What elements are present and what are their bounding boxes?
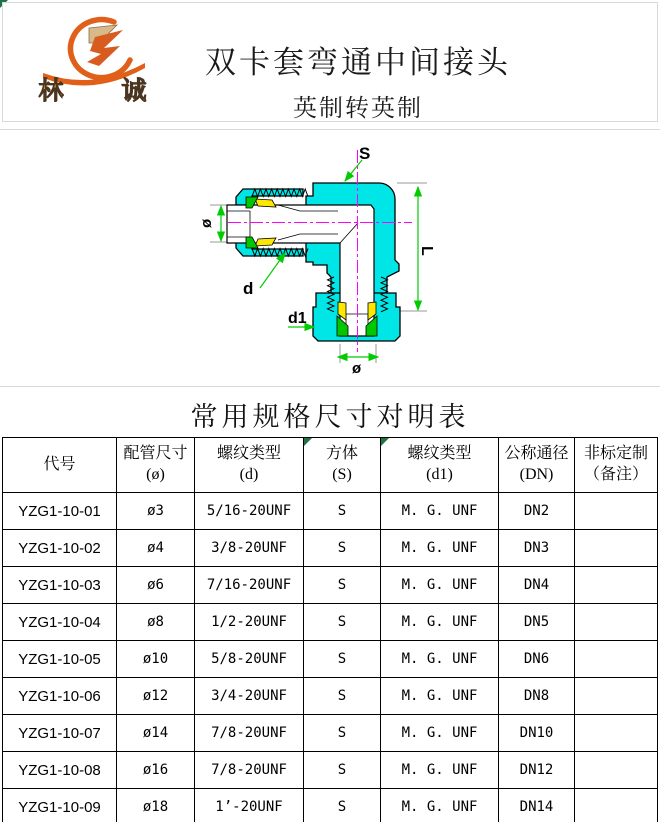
cell-r4-c4: M. G. UNF bbox=[381, 641, 499, 678]
cell-r6-c1: ø14 bbox=[117, 715, 195, 752]
cell-r6-c6 bbox=[575, 715, 658, 752]
cell-r1-c0: YZG1-10-02 bbox=[3, 530, 117, 567]
cell-r4-c2: 5/8-20UNF bbox=[195, 641, 304, 678]
cell-r8-c3: S bbox=[304, 789, 381, 822]
cell-r3-c0: YZG1-10-04 bbox=[3, 604, 117, 641]
label-d1: d1 bbox=[288, 310, 307, 327]
cell-r3-c3: S bbox=[304, 604, 381, 641]
cell-r4-c0: YZG1-10-05 bbox=[3, 641, 117, 678]
cell-r6-c2: 7/8-20UNF bbox=[195, 715, 304, 752]
col-header-5: 公称通径 (DN) bbox=[499, 438, 575, 493]
cell-corner-mark bbox=[304, 438, 312, 446]
section-divider-bottom bbox=[0, 386, 660, 387]
cell-r7-c4: M. G. UNF bbox=[381, 752, 499, 789]
cell-r2-c5: DN4 bbox=[499, 567, 575, 604]
cell-r2-c6 bbox=[575, 567, 658, 604]
cell-r5-c3: S bbox=[304, 678, 381, 715]
cell-r0-c5: DN2 bbox=[499, 493, 575, 530]
cell-r5-c4: M. G. UNF bbox=[381, 678, 499, 715]
cell-r5-c6 bbox=[575, 678, 658, 715]
cell-r8-c6 bbox=[575, 789, 658, 822]
cell-r0-c0: YZG1-10-01 bbox=[3, 493, 117, 530]
cell-r0-c4: M. G. UNF bbox=[381, 493, 499, 530]
cell-r3-c5: DN5 bbox=[499, 604, 575, 641]
label-dia-left: ø bbox=[198, 218, 215, 228]
label-L: L bbox=[418, 246, 435, 256]
col-header-4: 螺纹类型 (d1) bbox=[381, 438, 499, 493]
cell-r7-c5: DN12 bbox=[499, 752, 575, 789]
cell-r2-c1: ø6 bbox=[117, 567, 195, 604]
cell-r5-c0: YZG1-10-06 bbox=[3, 678, 117, 715]
cell-r5-c1: ø12 bbox=[117, 678, 195, 715]
table-row bbox=[3, 789, 658, 822]
label-dia-bottom: ø bbox=[352, 360, 362, 377]
cell-r1-c4: M. G. UNF bbox=[381, 530, 499, 567]
cell-r8-c2: 1’-20UNF bbox=[195, 789, 304, 822]
page-subtitle: 英制转英制 bbox=[293, 96, 423, 122]
cell-r6-c4: M. G. UNF bbox=[381, 715, 499, 752]
cell-r7-c1: ø16 bbox=[117, 752, 195, 789]
table-title: 常用规格尺寸对明表 bbox=[190, 402, 470, 432]
cell-r0-c1: ø3 bbox=[117, 493, 195, 530]
cell-r1-c3: S bbox=[304, 530, 381, 567]
spec-table bbox=[2, 437, 658, 822]
cell-r8-c0: YZG1-10-09 bbox=[3, 789, 117, 822]
fitting-drawing bbox=[0, 130, 660, 386]
table-row bbox=[3, 641, 658, 678]
cell-r0-c2: 5/16-20UNF bbox=[195, 493, 304, 530]
page-title: 双卡套弯通中间接头 bbox=[205, 45, 511, 80]
table-row bbox=[3, 752, 658, 789]
logo-char-right: 诚 bbox=[121, 78, 147, 105]
cell-r4-c6 bbox=[575, 641, 658, 678]
logo-char-left: 林 bbox=[38, 78, 64, 105]
header-titles bbox=[53, 3, 660, 123]
table-row bbox=[3, 604, 658, 641]
cell-r6-c3: S bbox=[304, 715, 381, 752]
header-section bbox=[2, 2, 658, 122]
cell-corner-mark bbox=[381, 438, 389, 446]
cell-r1-c1: ø4 bbox=[117, 530, 195, 567]
cell-r8-c5: DN14 bbox=[499, 789, 575, 822]
table-row bbox=[3, 715, 658, 752]
cell-r8-c4: M. G. UNF bbox=[381, 789, 499, 822]
table-row bbox=[3, 493, 658, 530]
cell-r6-c5: DN10 bbox=[499, 715, 575, 752]
table-row bbox=[3, 567, 658, 604]
table-row bbox=[3, 530, 658, 567]
spec-table-body bbox=[3, 493, 658, 822]
cell-r1-c6 bbox=[575, 530, 658, 567]
cell-r0-c6 bbox=[575, 493, 658, 530]
cell-r5-c5: DN8 bbox=[499, 678, 575, 715]
cell-r3-c1: ø8 bbox=[117, 604, 195, 641]
table-row bbox=[3, 678, 658, 715]
cell-r4-c3: S bbox=[304, 641, 381, 678]
cell-r0-c3: S bbox=[304, 493, 381, 530]
cell-r3-c2: 1/2-20UNF bbox=[195, 604, 304, 641]
cell-r7-c2: 7/8-20UNF bbox=[195, 752, 304, 789]
cell-r4-c1: ø10 bbox=[117, 641, 195, 678]
spec-table-head bbox=[3, 438, 658, 493]
col-header-3: 方体 (S) bbox=[304, 438, 381, 493]
cell-r1-c5: DN3 bbox=[499, 530, 575, 567]
cell-r2-c2: 7/16-20UNF bbox=[195, 567, 304, 604]
cell-r7-c6 bbox=[575, 752, 658, 789]
col-header-6: 非标定制 （备注） bbox=[575, 438, 658, 493]
cell-r8-c1: ø18 bbox=[117, 789, 195, 822]
cell-r3-c6 bbox=[575, 604, 658, 641]
cell-r3-c4: M. G. UNF bbox=[381, 604, 499, 641]
cell-r6-c0: YZG1-10-07 bbox=[3, 715, 117, 752]
cell-r4-c5: DN6 bbox=[499, 641, 575, 678]
cell-r2-c4: M. G. UNF bbox=[381, 567, 499, 604]
label-d: d bbox=[243, 279, 254, 298]
cell-r2-c0: YZG1-10-03 bbox=[3, 567, 117, 604]
cell-r7-c0: YZG1-10-08 bbox=[3, 752, 117, 789]
cell-r7-c3: S bbox=[304, 752, 381, 789]
cell-r5-c2: 3/4-20UNF bbox=[195, 678, 304, 715]
cell-r2-c3: S bbox=[304, 567, 381, 604]
col-header-1: 配管尺寸 (ø) bbox=[117, 438, 195, 493]
label-S: S bbox=[359, 144, 371, 163]
col-header-0: 代号 bbox=[3, 438, 117, 493]
col-header-2: 螺纹类型 (d) bbox=[195, 438, 304, 493]
cell-r1-c2: 3/8-20UNF bbox=[195, 530, 304, 567]
